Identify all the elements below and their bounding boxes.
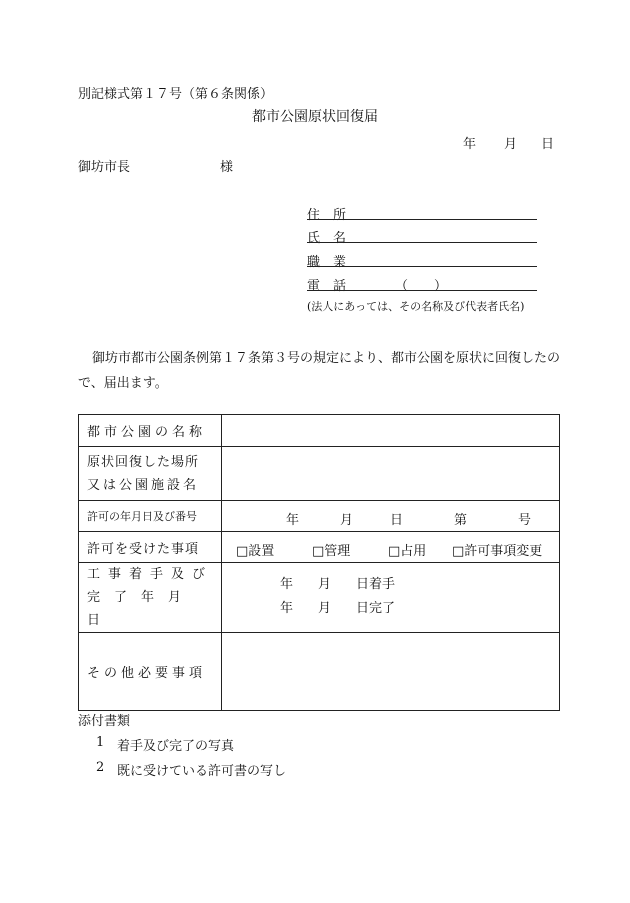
end-month: 月 [318,601,332,616]
table-row-permitted-item [79,532,560,563]
checkbox-setting[interactable]: □設置 [236,544,275,559]
park-name-field[interactable] [222,415,560,447]
permit-day: 日 [390,513,404,528]
phone-label: 電 話 [307,279,347,294]
restored-place-field[interactable] [222,447,560,501]
permitted-item-label: 許可を受けた事項 [79,532,222,563]
end-day: 日完了 [356,601,396,616]
attachment-text-2: 既に受けている許可書の写し [117,764,287,779]
other-field[interactable] [222,633,560,711]
permit-month: 月 [340,513,354,528]
addressee: 御坊市長 [78,160,131,175]
phone-parens: （ ） [395,279,448,294]
address-label: 住 所 [307,208,347,223]
body-text-line2: で、届出ます。 [78,376,168,391]
page-title: 都市公園原状回復届 [252,109,378,125]
start-month: 月 [318,577,332,592]
restored-place-label-1: 原状回復した場所 [87,454,200,470]
work-label-2: 完了年月日 [87,590,196,628]
checkbox-permit-change[interactable]: □許可事項変更 [452,544,543,559]
form-table [78,414,560,711]
attachment-text-1: 着手及び完了の写真 [117,739,235,754]
name-label: 氏 名 [307,231,347,246]
start-year: 年 [280,577,294,592]
attachment-num-2: 2 [96,760,105,775]
date-day: 日 [541,137,555,152]
permit-year: 年 [286,513,300,528]
end-year: 年 [280,601,294,616]
permit-no-suffix: 号 [518,513,532,528]
honorific: 様 [220,160,234,175]
park-name-label: 都市公園の名称 [79,415,222,447]
corporate-note: (法人にあっては、その名称及び代表者氏名) [307,300,525,313]
permit-no-prefix: 第 [454,513,468,528]
date-year: 年 [463,137,477,152]
permit-date-field[interactable] [222,501,560,532]
name-field[interactable] [307,242,537,243]
work-label-1: 工事着手及び [87,567,214,582]
table-row-work-dates [79,563,560,633]
work-dates-field[interactable] [222,563,560,633]
form-number: 別記様式第１７号（第６条関係） [78,87,274,102]
checkbox-occupancy[interactable]: □占用 [388,544,427,559]
table-row-restored-place [79,447,560,501]
occupation-label: 職 業 [307,255,347,270]
attachments-title: 添付書類 [78,714,131,729]
table-row-park-name [79,415,560,447]
table-row-permit-date [79,501,560,532]
occupation-field[interactable] [307,266,537,267]
table-row-other [79,633,560,711]
restored-place-label-2: 又は公園施設名 [87,477,200,493]
address-field[interactable] [307,219,537,220]
other-label: その他必要事項 [79,633,222,711]
date-month: 月 [504,137,518,152]
checkbox-management[interactable]: □管理 [312,544,351,559]
attachment-num-1: 1 [96,735,105,750]
permit-date-label: 許可の年月日及び番号 [79,501,222,532]
phone-field[interactable] [307,290,537,291]
body-text-line1: 御坊市都市公園条例第１７条第３号の規定により、都市公園を原状に回復したの [92,351,561,366]
start-day: 日着手 [356,577,396,592]
